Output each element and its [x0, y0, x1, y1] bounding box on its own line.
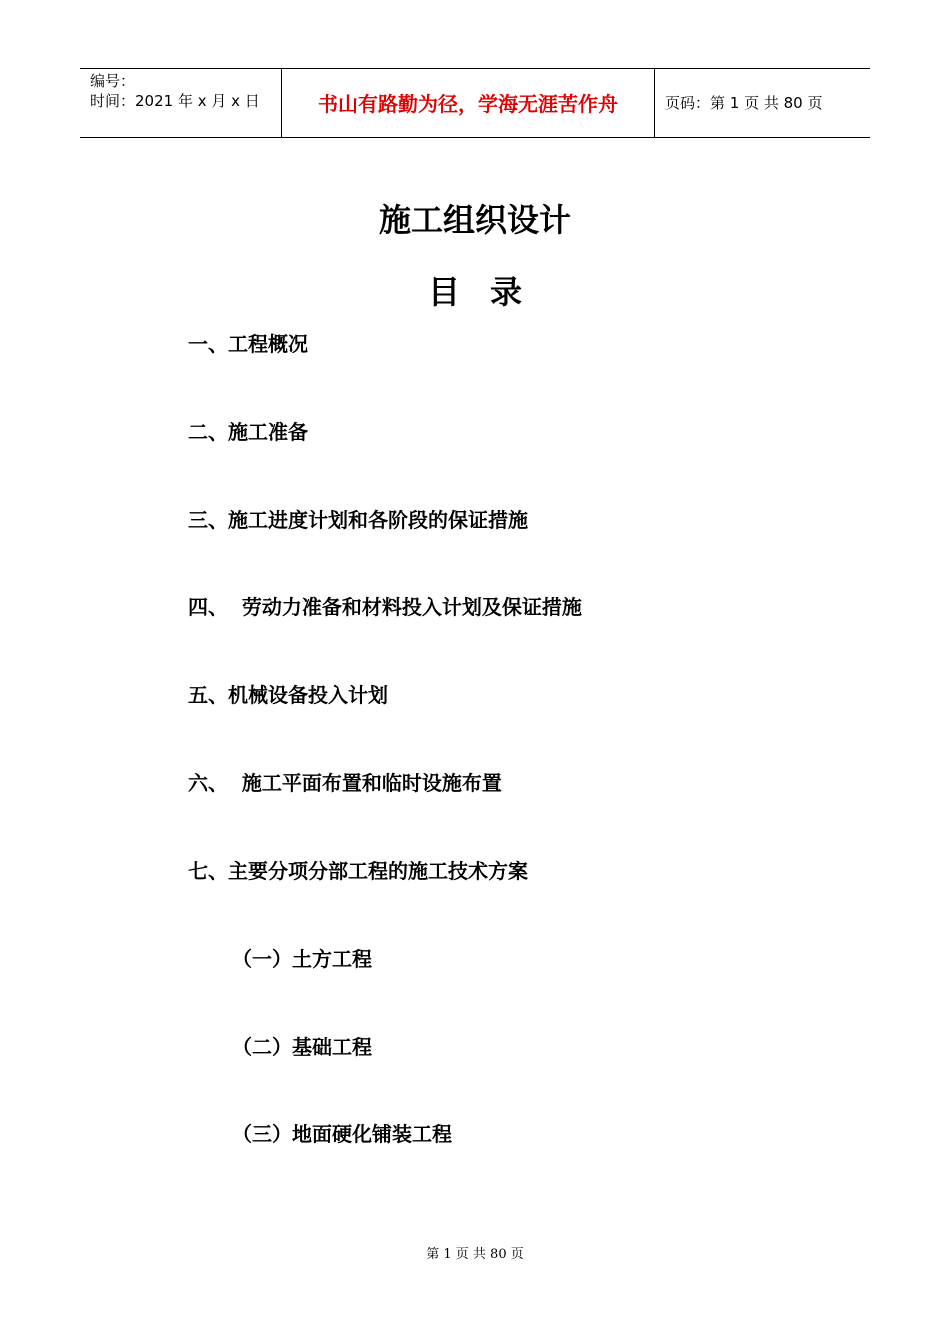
- page-header: [80, 68, 870, 138]
- toc-item: 六、 施工平面布置和临时设施布置: [188, 771, 502, 795]
- toc-subitem: （三）地面硬化铺装工程: [232, 1122, 452, 1146]
- toc-subitem: （二）基础工程: [232, 1035, 372, 1059]
- serial-label: 编号：: [90, 72, 136, 90]
- toc-subitem: （一）土方工程: [232, 947, 372, 971]
- document-title: 施工组织设计: [378, 201, 571, 239]
- toc-item: 一、工程概况: [188, 332, 308, 356]
- toc-item: 七、主要分项分部工程的施工技术方案: [188, 859, 528, 883]
- header-motto: 书山有路勤为径，学海无涯苦作舟: [318, 92, 618, 116]
- toc-item: 四、 劳动力准备和材料投入计划及保证措施: [188, 595, 582, 619]
- toc-title: 目录: [427, 273, 552, 311]
- toc-item: 五、机械设备投入计划: [188, 683, 388, 707]
- header-right-cell: [655, 69, 870, 137]
- toc-item: 二、施工准备: [188, 420, 308, 444]
- header-page-info: 页码：第 1 页 共 80 页: [665, 94, 823, 112]
- toc-item: 三、施工进度计划和各阶段的保证措施: [188, 508, 528, 532]
- page-footer: 第 1 页 共 80 页: [426, 1247, 524, 1262]
- header-left-cell: [80, 69, 280, 137]
- header-motto-cell: [281, 69, 655, 137]
- time-label: 时间：2021 年 x 月 x 日: [90, 92, 260, 110]
